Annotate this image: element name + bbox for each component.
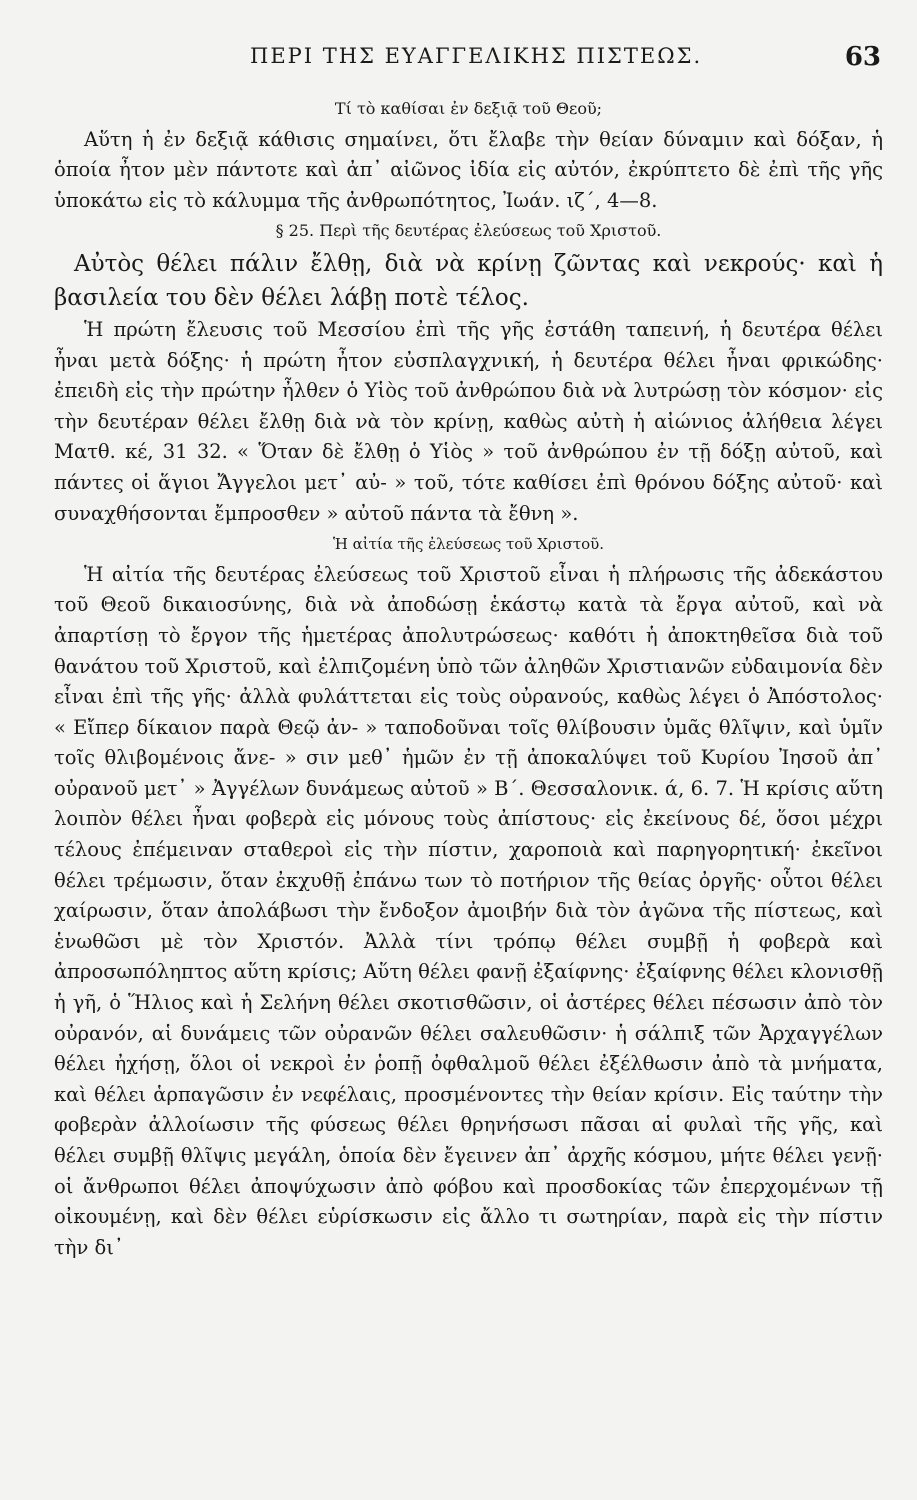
answer-paragraph: Αὕτη ἡ ἐν δεξιᾷ κάθισις σημαίνει, ὅτι ἔλαβε τὴν θείαν δύναμιν καὶ δόξαν, ἡ ὁποία ἦτον μὲν πάντοτε καὶ ἀπ᾽ αἰῶνος ἰδία εἰς αὐτόν, ἐκρύπτετο δὲ ἐπὶ τῆς γῆς ὑποκάτω εἰς τὸ κάλυμμα τῆς ἀνθρωπότητος, Ἰωάν. ιζ΄, 4—8. [54, 127, 883, 212]
page-number: 63 [844, 42, 881, 72]
section-title: § 25. Περὶ τῆς δευτέρας ἐλεύσεως τοῦ Χριστοῦ. [275, 221, 662, 241]
paragraph-first-coming: Ἡ πρώτη ἔλευσις τοῦ Μεσσίου ἐπὶ τῆς γῆς ἐστάθη ταπεινή, ἡ δευτέρα θέλει ἦναι μετὰ δόξης· ἡ πρώτη ἦτον εὐσπλαγχνική, ἡ δευτέρα θέλει ἦναι φρικώδης· ἐπειδὴ εἰς τὴν πρώτην ἦλθεν ὁ Υἱὸς τοῦ ἀνθρώπου διὰ νὰ λυτρώσῃ τὸν κόσμον· εἰς τὴν δευτέραν θέλει ἔλθῃ διὰ νὰ τὸν κρίνῃ, καθὼς αὐτὴ ἡ αἰώνιος ἀλήθεια λέγει Ματθ. κέ, 31 32. « Ὅταν δὲ ἔλθῃ ὁ Υἱὸς » τοῦ ἀνθρώπου ἐν τῇ δόξῃ αὐτοῦ, καὶ πάντες οἱ ἅγιοι Ἄγγελοι μετ᾽ αὐ- » τοῦ, τότε καθίσει ἐπὶ θρόνου δόξης αὐτοῦ· καὶ συναχθήσονται ἔμπροσθεν » αὐτοῦ πάντα τὰ ἔθνη ». [54, 317, 883, 525]
paragraph-cause: Ἡ αἰτία τῆς δευτέρας ἐλεύσεως τοῦ Χριστοῦ εἶναι ἡ πλήρωσις τῆς ἀδεκάστου τοῦ Θεοῦ δικαιοσύνης, διὰ νὰ ἀποδώσῃ ἑκάστῳ κατὰ τὰ ἔργα αὐτοῦ, καὶ νὰ ἀπαρτίσῃ τὸ ἔργον τῆς ἡμετέρας ἀπολυτρώσεως· καθότι ἡ ἀποκτηθεῖσα διὰ τοῦ θανάτου τοῦ Χριστοῦ, καὶ ἐλπιζομένη ὑπὸ τῶν ἀληθῶν Χριστιανῶν εὐδαιμονία δὲν εἶναι ἐπὶ τῆς γῆς· ἀλλὰ φυλάττεται εἰς τοὺς οὐρανούς, καθὼς λέγει ὁ Ἀπόστολος· « Εἴπερ δίκαιον παρὰ Θεῷ ἀν- » ταποδοῦναι τοῖς θλίβουσιν ὑμᾶς θλῖψιν, καὶ ὑμῖν τοῖς θλιβομένοις ἄνε- » σιν μεθ᾽ ἡμῶν ἐν τῇ ἀποκαλύψει τοῦ Κυρίου Ἰησοῦ ἀπ᾽ οὐρανοῦ μετ᾽ » Ἀγγέλων δυνάμεως αὐτοῦ » Β΄. Θεσσαλονικ. ά, 6. 7. Ἡ κρίσις αὕτη λοιπὸν θέλει ἦναι φοβερὰ εἰς μόνους τοὺς ἀπίστους· εἰς ἐκείνους δέ, ὅσοι μέχρι τέλους ἐπέμειναν σταθεροὶ εἰς τὴν πίστιν, χαροποιὰ καὶ παρηγορητική· ἐκεῖνοι θέλει τρέμωσιν, ὅταν ἐκχυθῇ ἐπάνω των τὸ ποτήριον τῆς θείας ὀργῆς· οὗτοι θέλει χαίρωσιν, ὅταν ἀπολάβωσι τὴν ἔνδοξον ἀμοιβήν διὰ τὸν ἀγῶνα τῆς πίστεως, καὶ ἑνωθῶσι μὲ τὸν Χριστόν. Ἀλλὰ τίνι τρόπῳ θέλει συμβῇ ἡ φοβερὰ καὶ ἀπροσωπόληπτος αὕτη κρίσις; Αὕτη θέλει φανῇ ἐξαίφνης· ἐξαίφνης θέλει κλονισθῇ ἡ γῆ, ὁ Ἥλιος καὶ ἡ Σελήνη θέλει σκοτισθῶσιν, οἱ ἀστέρες θέλει πέσωσιν ἀπὸ τὸν οὐρανόν, αἱ δυνάμεις τῶν οὐρανῶν θέλει σαλευθῶσιν· ἡ σάλπιξ τῶν Ἀρχαγγέλων θέλει ἠχήσῃ, ὅλοι οἱ νεκροὶ ἐν ῥοπῇ ὀφθαλμοῦ θέλει ἐξέλθωσιν ἀπὸ τὰ μνήματα, καὶ θέλει ἁρπαγῶσιν ἐν νεφέλαις, προσμένοντες τὴν θείαν κρίσιν. Εἰς ταύτην τὴν φοβερὰν ἀλλοίωσιν τῆς φύσεως θέλει θρηνήσωσι πᾶσαι αἱ φυλαὶ τῆς γῆς, καὶ θέλει συμβῇ θλῖψις μεγάλη, ὁποία δὲν ἔγεινεν ἀπ᾽ ἀρχῆς κόσμου, μήτε θέλει γενῇ· οἱ ἄνθρωποι θέλει ἀποψύχωσιν ἀπὸ φόβου καὶ προσδοκίας τῶν ἐπερχομένων τῇ οἰκουμένῃ, καὶ δὲν θέλει εὑρίσκωσιν εἰς ἄλλο τι σωτηρίαν, παρὰ εἰς τὴν πίστιν τὴν δι᾽ [54, 562, 883, 1259]
page-header [0, 40, 917, 80]
running-title: ΠΕΡΙ ΤΗΣ ΕΥΑΓΓΕΛΙΚΗΣ ΠΙΣΤΕΩΣ. [250, 44, 703, 68]
subheading-cause: Ἡ αἰτία τῆς ἐλεύσεως τοῦ Χριστοῦ. [332, 535, 605, 554]
question-heading: Τί τὸ καθίσαι ἐν δεξιᾷ τοῦ Θεοῦ; [334, 99, 603, 118]
lead-statement: Αὐτὸς θέλει πάλιν ἔλθῃ, διὰ νὰ κρίνῃ ζῶντας καὶ νεκρούς· καὶ ἡ βασιλεία του δὲν θέλει λάβῃ ποτὲ τέλος. [54, 250, 883, 311]
page-body [54, 94, 883, 1263]
